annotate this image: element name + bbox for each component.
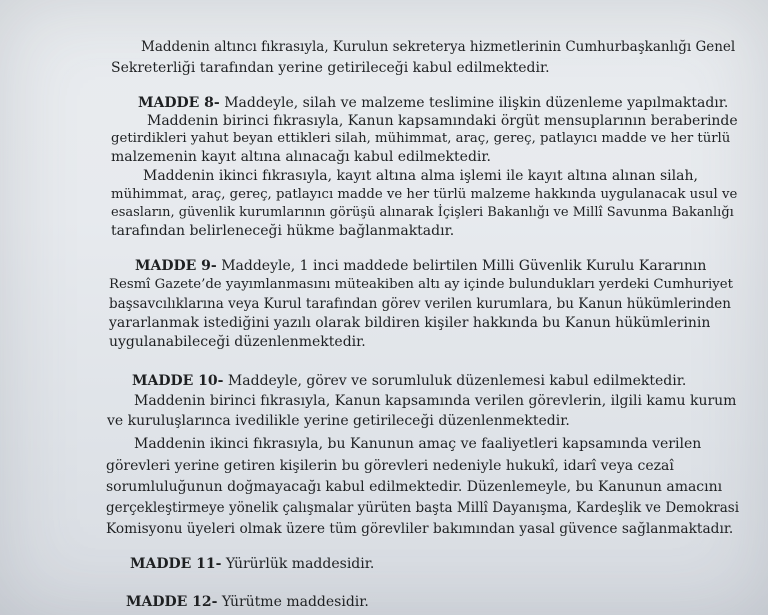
text-line: esasların, güvenlik kurumlarının görüşü alınarak İçişleri Bakanlığı ve Millî Savunma Bakanlığı (111, 205, 734, 220)
article-heading-10 (132, 372, 686, 390)
article-summary: Maddeyle, silah ve malzeme teslimine ilişkin düzenleme yapılmaktadır. (219, 95, 729, 111)
text-line: Maddenin birinci fıkrasıyla, Kanun kapsamında verilen görevlerin, ilgili kamu kurum (134, 393, 737, 409)
text-line: başsavcılıklarına veya Kurul tarafından görev verilen kurumlara, bu Kanun hükümlerinden (109, 296, 731, 312)
text-line: Komisyonu üyeleri olmak üzere tüm görevliler bakımından yasal güvence sağlanmaktadır. (106, 521, 734, 537)
article-heading-9 (135, 257, 706, 275)
article-label: MADDE 11- (130, 556, 222, 572)
article-label: MADDE 10- (132, 373, 224, 389)
text-line: Maddenin ikinci fıkrasıyla, bu Kanunun amaç ve faaliyetleri kapsamında verilen (134, 436, 702, 452)
article-heading-11 (130, 555, 374, 573)
text-line: ve kuruluşlarınca ivedilikle yerine getirileceği düzenlenmektedir. (107, 413, 570, 429)
article-label: MADDE 8- (138, 95, 220, 111)
text-line: görevleri yerine getiren kişilerin bu görevleri nedeniyle hukukî, idarî veya cezaî (106, 458, 674, 474)
article-summary: Yürürlük maddesidir. (221, 556, 375, 572)
text-line: yararlanmak istediğini yazılı olarak bildiren kişiler hakkında bu Kanun hükümlerinin (109, 315, 711, 331)
article-heading-12 (126, 593, 369, 611)
text-line: gerçekleştirmeye yönelik çalışmalar yürüten başta Millî Dayanışma, Kardeşlik ve Demokrasi (106, 500, 740, 516)
text-line: getirdikleri yahut beyan ettikleri silah, mühimmat, araç, gereç, patlayıcı madde ve her türlü (111, 131, 731, 146)
text-line: Sekreterliği tarafından yerine getirileceği kabul edilmektedir. (111, 60, 550, 76)
article-summary: Maddeyle, 1 inci maddede belirtilen Milli Güvenlik Kurulu Kararının (216, 258, 707, 274)
article-summary: Maddeyle, görev ve sorumluluk düzenlemesi kabul edilmektedir. (223, 373, 687, 389)
text-line: Maddenin ikinci fıkrasıyla, kayıt altına alma işlemi ile kayıt altına alınan silah, (143, 168, 698, 184)
article-summary: Yürütme maddesidir. (217, 594, 369, 610)
text-line: uygulanabileceği düzenlenmektedir. (109, 334, 366, 350)
text-line: Maddenin altıncı fıkrasıyla, Kurulun sekreterya hizmetlerinin Cumhurbaşkanlığı Genel (141, 39, 736, 55)
text-line: malzemenin kayıt altına alınacağı kabul edilmektedir. (111, 149, 491, 165)
article-label: MADDE 9- (135, 258, 217, 274)
article-label: MADDE 12- (126, 594, 218, 610)
article-heading-8 (138, 94, 728, 112)
text-line: sorumluluğunun doğmayacağı kabul edilmektedir. Düzenlemeyle, bu Kanunun amacını (106, 479, 723, 495)
text-line: tarafından belirleneceği hükme bağlanmaktadır. (111, 223, 455, 239)
text-line: mühimmat, araç, gereç, patlayıcı madde ve her türlü malzeme hakkında uygulanacak usul ve (111, 187, 738, 202)
text-line: Maddenin birinci fıkrasıyla, Kanun kapsamındaki örgüt mensuplarının beraberinde (147, 113, 738, 129)
text-line: Resmî Gazete’de yayımlanmasını müteakiben altı ay içinde bulundukları yerdeki Cumhuriyet (109, 277, 733, 292)
